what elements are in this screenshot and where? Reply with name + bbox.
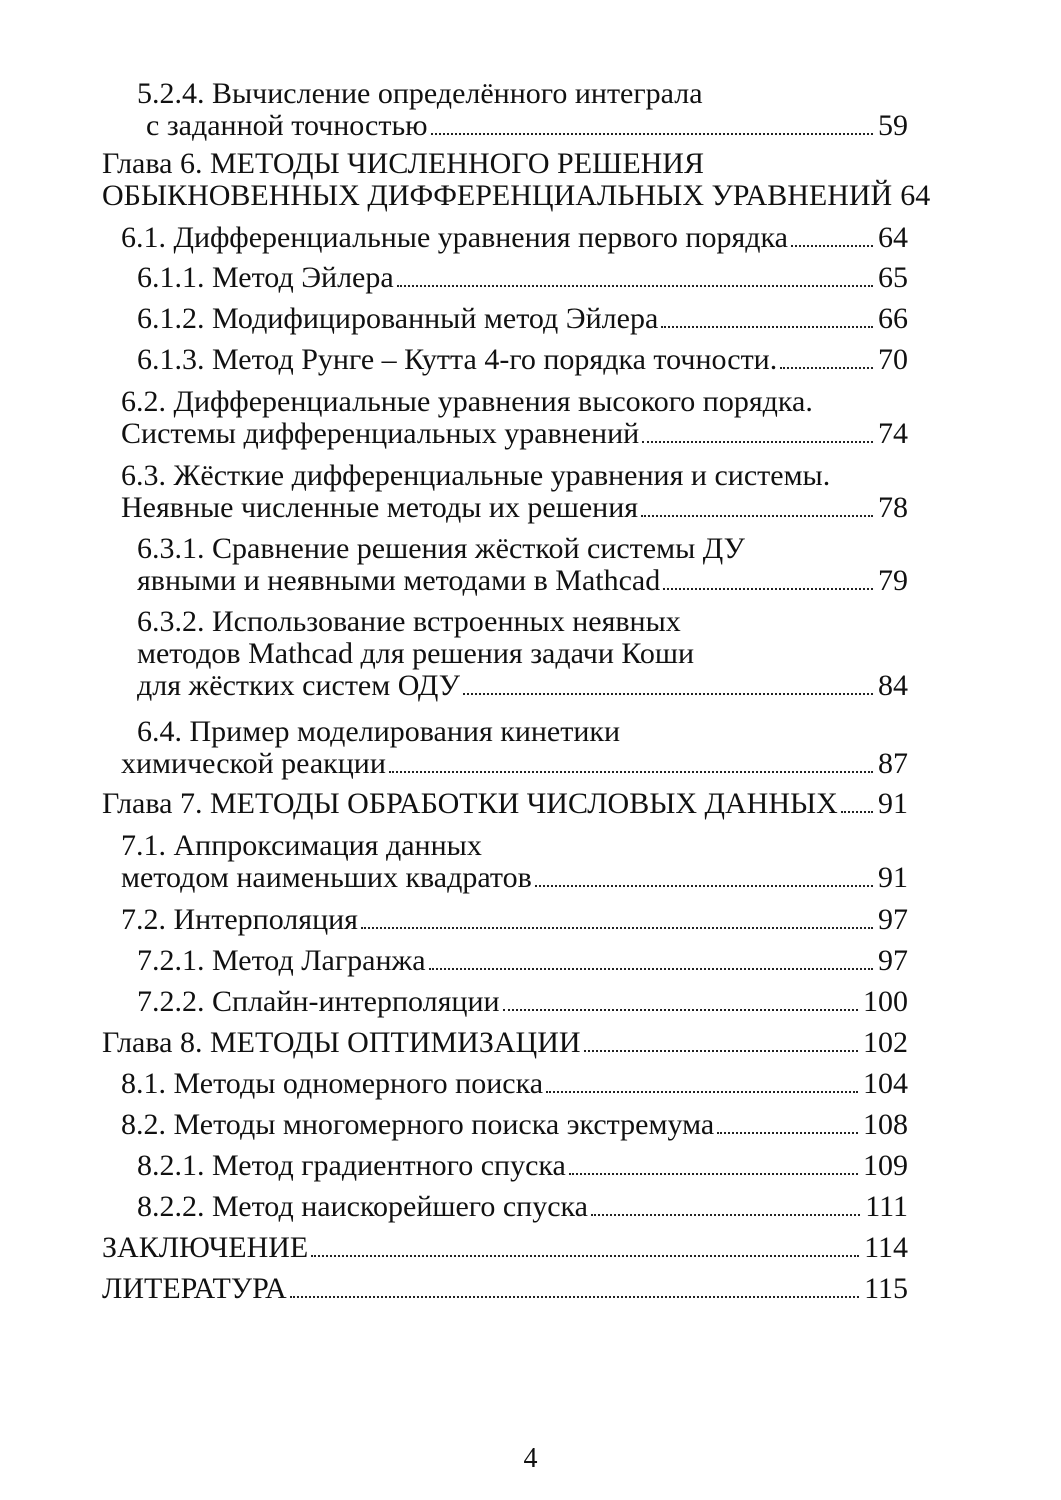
toc-entry [0,830,1061,894]
toc-entry [0,303,1061,335]
toc-entry-title: ЗАКЛЮЧЕНИЕ [102,1231,309,1264]
toc-entry [0,262,1061,294]
toc-page-number: 102 [863,1026,908,1059]
toc-entry [0,945,1061,977]
toc-entry-title: 7.1. Аппроксимация данных [121,829,482,862]
toc-page-number: 114 [864,1231,908,1264]
toc-page-number: 108 [863,1108,908,1141]
toc-entry-title: 6.1.1. Метод Эйлера [137,261,394,294]
toc-page-number: 91 [878,787,908,820]
dot-leader [361,904,873,936]
toc-entry-title: Глава 6. МЕТОДЫ ЧИСЛЕННОГО РЕШЕНИЯ [102,147,704,180]
toc-page-number: 65 [878,261,908,294]
dot-leader [591,1191,860,1223]
toc-entry [0,386,1061,450]
toc-page-number: 97 [878,944,908,977]
toc-entry [0,1232,1061,1264]
toc-entry-title: явными и неявными методами в Mathcad [137,564,661,597]
toc-entry [0,1150,1061,1182]
toc-entry-title: для жёстких систем ОДУ [137,669,460,702]
toc-entry-title: 8.1. Методы одномерного поиска [121,1067,544,1100]
dot-leader [791,222,873,254]
toc-page-number: 78 [878,491,908,524]
toc-entry [0,716,1061,780]
dot-leader [641,492,873,524]
dot-leader [503,986,858,1018]
toc-page-number: 64 [878,221,908,254]
toc-entry [0,1273,1061,1305]
toc-entry-title: 6.1.2. Модифицированный метод Эйлера [137,302,659,335]
toc-entry [0,148,1061,212]
dot-leader [546,1068,858,1100]
toc-entry-title: 6.1. Дифференциальные уравнения первого порядка [121,221,788,254]
dot-leader [584,1027,858,1059]
toc-entry [0,1109,1061,1141]
toc-entry [0,222,1061,254]
toc-entry [0,344,1061,376]
toc-page-number: 84 [878,669,908,702]
dot-leader [569,1150,858,1182]
toc-entry-title: 8.2.1. Метод градиентного спуска [137,1149,566,1182]
toc-entry [0,533,1061,597]
toc-entry-title: методов Mathcad для решения задачи Коши [137,637,695,670]
dot-leader [661,303,873,335]
toc-entry-title: 6.3. Жёсткие дифференциальные уравнения и системы. [121,459,831,492]
toc-entry-title: 6.1.3. Метод Рунге – Кутта 4-го порядка точности. [137,343,778,376]
toc-entry-title: 8.2. Методы многомерного поиска экстремума [121,1108,715,1141]
toc-entry [0,1027,1061,1059]
toc-page-number: 66 [878,302,908,335]
toc-entry-title: Неявные численные методы их решения [121,491,639,524]
dot-leader [389,748,873,780]
toc-page-number: 111 [865,1190,908,1223]
toc-page-number: 87 [878,747,908,780]
toc-page-number: 109 [863,1149,908,1182]
toc-entry-title: Системы дифференциальных уравнений [121,417,640,450]
dot-leader [311,1232,859,1264]
page-number: 4 [523,1443,538,1474]
toc-entry-title: 6.3.1. Сравнение решения жёсткой системы ДУ [137,532,745,565]
toc-entry-title: 8.2.2. Метод наискорейшего спуска [137,1190,588,1223]
dot-leader [717,1109,858,1141]
toc-entry-title: 6.2. Дифференциальные уравнения высокого порядка. [121,385,813,418]
toc-entry-title: 7.2.1. Метод Лагранжа [137,944,426,977]
toc-page-number: 91 [878,861,908,894]
toc-page-number: 70 [878,343,908,376]
toc-entry-title: Глава 8. МЕТОДЫ ОПТИМИЗАЦИИ [102,1026,581,1059]
toc-entry-title: 7.2. Интерполяция [121,903,358,936]
toc-entry [0,986,1061,1018]
toc-entry [0,460,1061,524]
toc-page-number: 115 [864,1272,908,1305]
toc-entry-title: 6.4. Пример моделирования кинетики [137,715,621,748]
toc-page-number: 64 [900,179,931,212]
dot-leader [780,344,873,376]
toc-entry [0,78,1061,142]
toc-page-number: 79 [878,564,908,597]
toc-entry-title: 7.2.2. Сплайн-интерполяции [137,985,500,1018]
toc-page-number: 100 [863,985,908,1018]
dot-leader [535,862,873,894]
toc-entry [0,606,1061,702]
toc-entry-title: химической реакции [121,747,386,780]
toc-entry-title: ОБЫКНОВЕННЫХ ДИФФЕРЕНЦИАЛЬНЫХ УРАВНЕНИЙ [102,179,893,212]
toc-page-number: 59 [878,109,908,142]
toc-entry [0,788,1061,820]
toc-entry-title: 6.3.2. Использование встроенных неявных [137,605,681,638]
toc-entry [0,904,1061,936]
toc-entry-title: Глава 7. МЕТОДЫ ОБРАБОТКИ ЧИСЛОВЫХ ДАННЫХ [102,787,838,820]
toc-entry [0,1191,1061,1223]
dot-leader [397,262,873,294]
toc-entry-title: методом наименьших квадратов [121,861,532,894]
toc-entry-title: с заданной точностью [146,109,428,142]
toc-page-number: 97 [878,903,908,936]
dot-leader [463,670,873,702]
toc-page-number: 104 [863,1067,908,1100]
toc-entry-title: 5.2.4. Вычисление определённого интеграла [137,77,703,110]
dot-leader [429,945,873,977]
dot-leader [841,788,873,820]
toc-entry-title: ЛИТЕРАТУРА [102,1272,287,1305]
dot-leader [663,565,873,597]
dot-leader [431,110,873,142]
dot-leader [290,1273,859,1305]
toc-entry [0,1068,1061,1100]
toc-page-number: 74 [878,417,908,450]
dot-leader [642,418,873,450]
